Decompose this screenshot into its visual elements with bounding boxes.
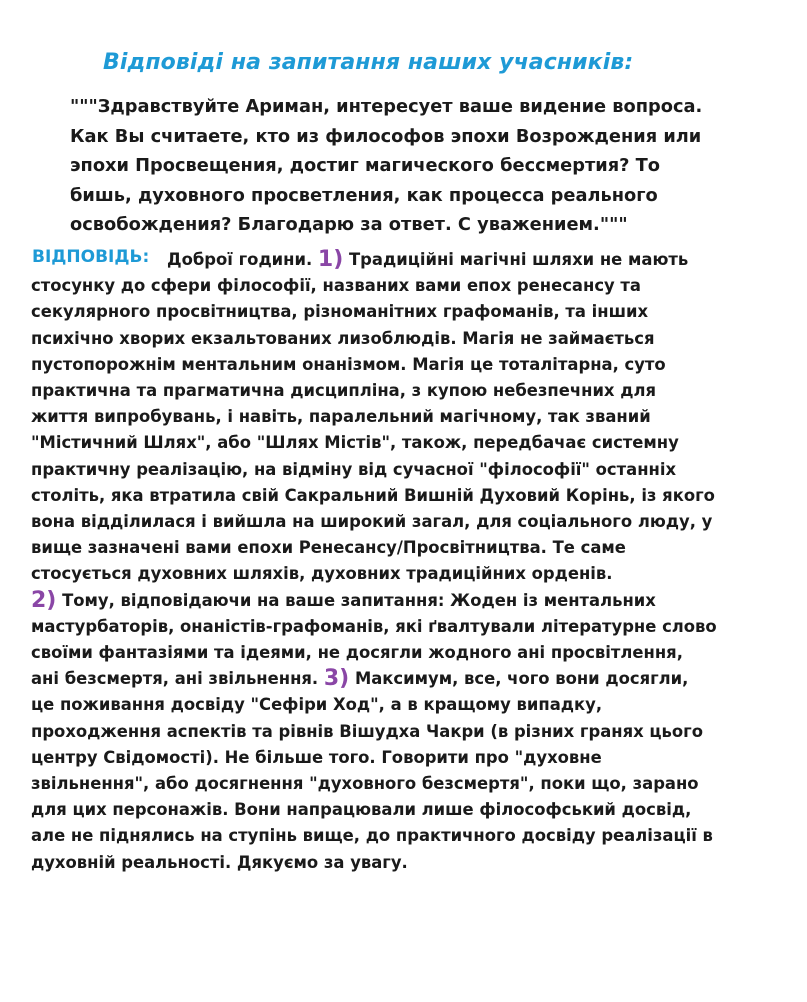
answer-text: Традиційні магічні шляхи не мають xyxy=(343,250,689,269)
answer-line: століть, яка втратила свій Сакральний Вишній Духовий Корінь, із якого xyxy=(31,485,715,505)
answer-line: пустопорожнім ментальним онанізмом. Магія це тоталітарна, суто xyxy=(31,354,666,374)
answer-line: духовній реальності. Дякуємо за увагу. xyxy=(31,852,408,872)
question-line: бишь, духовного просветления, как процесса реального xyxy=(70,184,658,206)
answer-line xyxy=(31,588,731,614)
point-number-3: 3) xyxy=(323,666,350,692)
answer-line: стосується духовних шляхів, духовних традиційних орденів. xyxy=(31,564,613,584)
answer-line: секулярного просвітництва, різноманітних графоманів, та інших xyxy=(31,302,649,322)
question-block xyxy=(70,92,710,240)
answer-line: мастурбаторів, онаністів-графоманів, які ґвалтували літературне слово xyxy=(31,616,717,636)
page-title: Відповіді на запитання наших учасників: xyxy=(103,50,634,75)
answer-line: це поживання досвіду "Сефіри Ход", а в кращому випадку, xyxy=(31,695,603,715)
answer-line: звільнення", або досягнення "духовного безсмертя", поки що, зарано xyxy=(31,774,699,794)
answer-line: "Містичний Шлях", або "Шлях Містів", також, передбачає системну xyxy=(31,433,679,453)
point-number-2: 2) xyxy=(31,587,57,613)
answer-line: практичну реалізацію, на відміну від сучасної "філософії" останніх xyxy=(31,459,677,479)
answer-line xyxy=(31,247,731,273)
point-number-1: 1) xyxy=(317,247,344,272)
answer-line: центру Свідомості). Не більше того. Говорити про "духовне xyxy=(31,747,602,767)
answer-line xyxy=(31,666,731,692)
answer-line: проходження аспектів та рівнів Вішудха Чакри (в різних гранях цього xyxy=(31,721,703,741)
answer-line: практична та прагматична дисципліна, з купою небезпечних для xyxy=(31,381,656,401)
answer-line: своїми фантазіями та ідеями, не досягли жодного ані просвітлення, xyxy=(31,643,683,663)
greeting-text: Доброї години. xyxy=(167,250,318,269)
answer-line: вище зазначені вами епохи Ренесансу/Просвітництва. Те саме xyxy=(31,538,626,558)
answer-line: психічно хворих екзальтованих лизоблюдів. Магія не займається xyxy=(31,328,655,348)
question-line: эпохи Просвещения, достиг магического бессмертия? То xyxy=(70,155,661,177)
answer-text: Тому, відповідаючи на ваше запитання: Жоден із ментальних xyxy=(56,590,656,610)
answer-text: Максимум, все, чого вони досягли, xyxy=(349,669,689,689)
question-line: освобождения? Благодарю за ответ. С уважением.""" xyxy=(70,214,628,236)
answer-text: ані безсмертя, ані звільнення. xyxy=(31,669,324,689)
answer-block xyxy=(31,247,731,876)
question-line: """Здравствуйте Ариман, интересует ваше видение вопроса. xyxy=(70,96,703,117)
answer-line: але не піднялись на ступінь вище, до практичного досвіду реалізації в xyxy=(31,826,713,846)
answer-line: життя випробувань, і навіть, паралельний магічному, так званий xyxy=(31,407,651,427)
answer-line: для цих персонажів. Вони напрацювали лише філософський досвід, xyxy=(31,800,692,820)
question-line: Как Вы считаете, кто из философов эпохи Возрождения или xyxy=(70,125,702,147)
answer-line: вона відділилася і вийшла на широкий загал, для соціального люду, у xyxy=(31,512,713,532)
answer-label: ВІДПОВІДЬ: xyxy=(32,247,150,267)
answer-line: стосунку до сфери філософії, названих вами епох ренесансу та xyxy=(31,276,641,296)
